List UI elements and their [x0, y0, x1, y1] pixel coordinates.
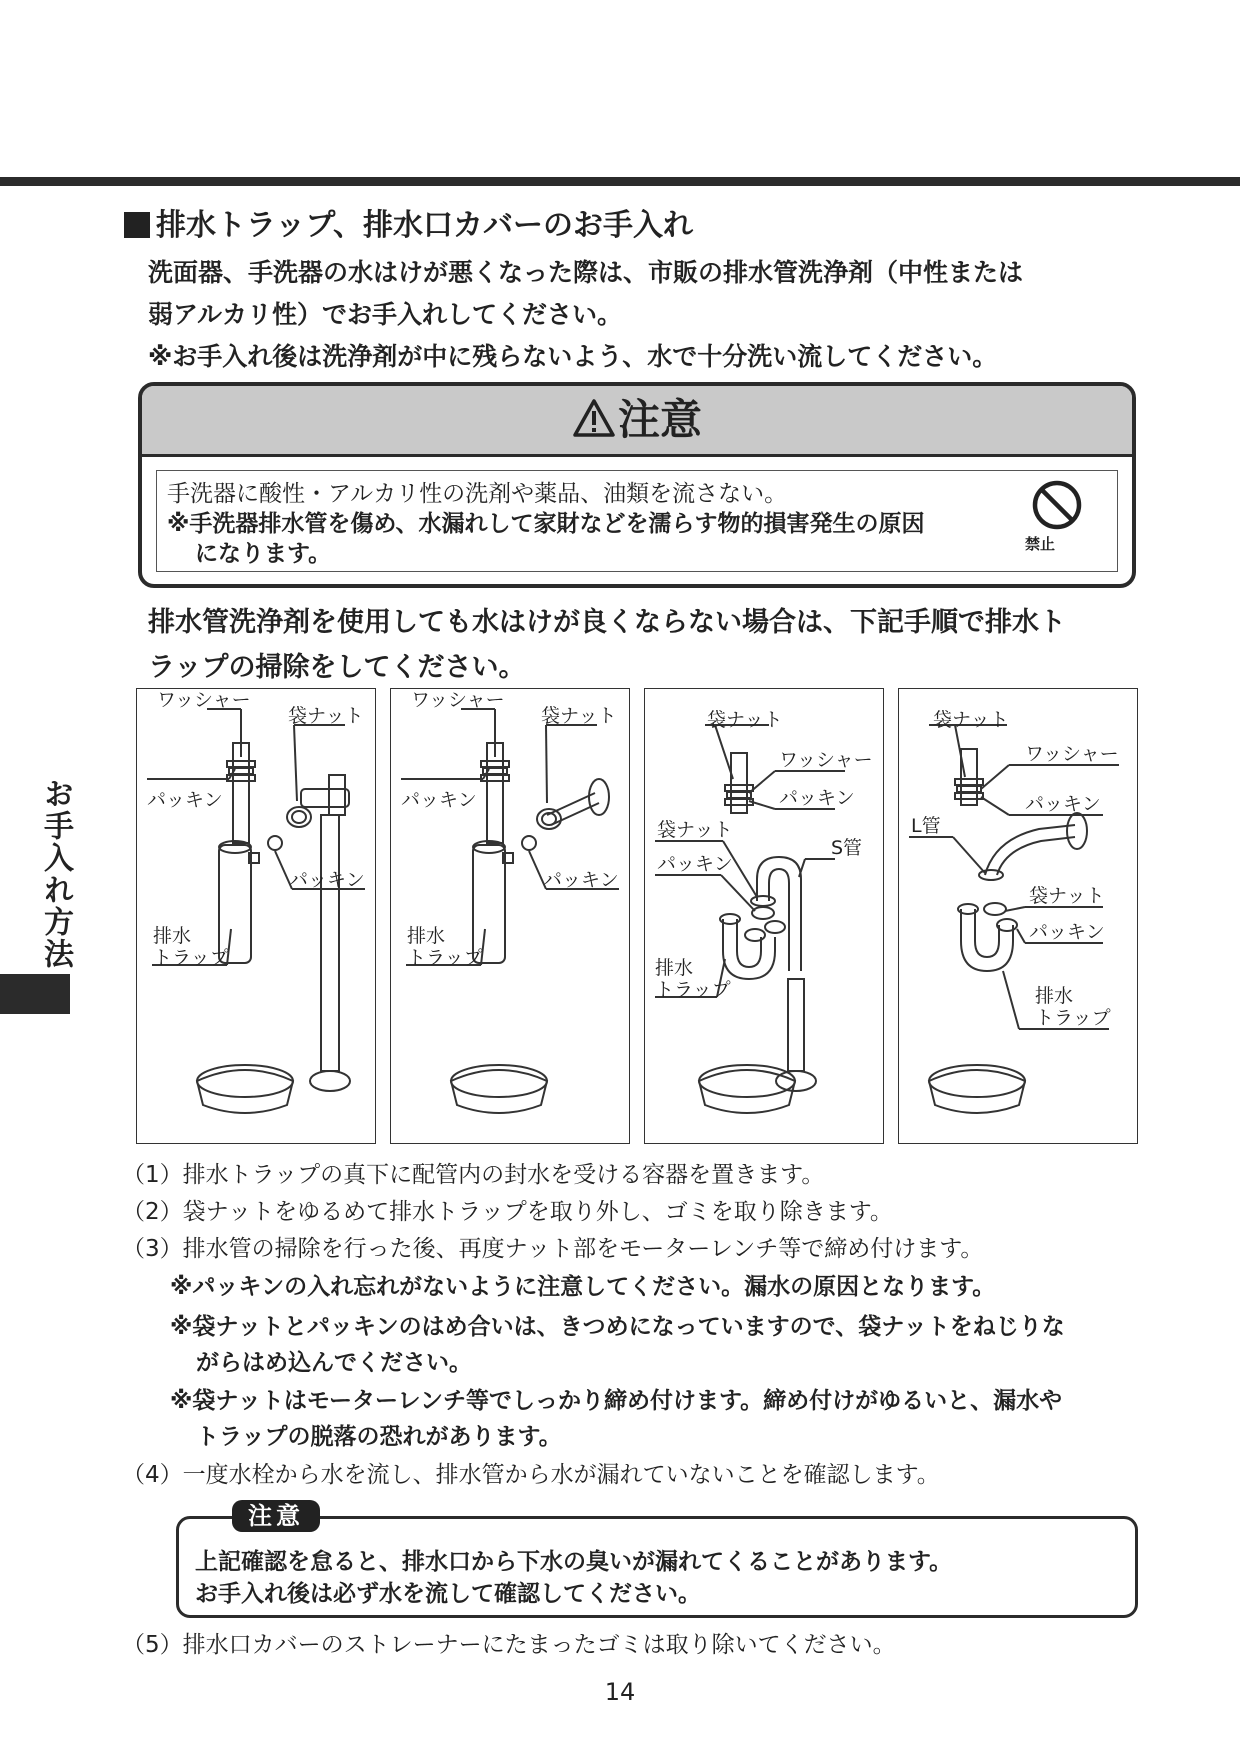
label-trap-2: トラップ: [407, 947, 483, 969]
attention-tag: 注意: [232, 1500, 320, 1532]
caution-line-3: になります。: [195, 541, 332, 567]
label-packing-1: パッキン: [401, 789, 477, 811]
label-washer: ワッシャー: [157, 689, 251, 711]
side-tab-marker: [0, 974, 70, 1014]
label-packing-2: パッキン: [1029, 921, 1105, 943]
caution-body: [156, 470, 1118, 572]
label-trap-1: 排水: [1035, 985, 1074, 1007]
caution-title: 注意: [617, 395, 702, 444]
label-packing-2: パッキン: [543, 869, 619, 891]
label-trap-2: トラップ: [153, 947, 229, 969]
label-trap-2: トラップ: [655, 979, 731, 1001]
procedure-intro: [148, 600, 1066, 690]
label-nut-1: 袋ナット: [707, 709, 783, 731]
side-tab-label: お手入れ方法: [38, 778, 73, 970]
label-packing-2: パッキン: [657, 853, 733, 875]
note-3-line-1: ※袋ナットはモーターレンチ等でしっかり締め付けます。締め付けがゆるいと、漏水や: [170, 1388, 1063, 1414]
intro-line-3: ※お手入れ後は洗浄剤が中に残らないよう、水で十分洗い流してください。: [148, 342, 998, 371]
step-3: （3）排水管の掃除を行った後、再度ナット部をモーターレンチ等で締め付けます。: [122, 1236, 984, 1262]
diagram-panel-2: [390, 688, 630, 1144]
caution-box: [138, 382, 1136, 588]
label-packing-1: パッキン: [779, 787, 855, 809]
diagram-panel-3: [644, 688, 884, 1144]
note-2-line-2: がらはめ込んでください。: [196, 1350, 472, 1376]
note-2-line-1: ※袋ナットとパッキンのはめ合いは、きつめになっていますので、袋ナットをねじりな: [170, 1314, 1065, 1340]
caution-line-1: 手洗器に酸性・アルカリ性の洗剤や薬品、油類を流さない。: [167, 481, 788, 507]
label-packing-2: パッキン: [289, 869, 365, 891]
procedure-intro-line-1: 排水管洗浄剤を使用しても水はけが良くならない場合は、下記手順で排水ト: [148, 607, 1066, 638]
intro-text: [148, 252, 1158, 378]
prohibit-mark: [1025, 479, 1089, 553]
page-number: 14: [604, 1678, 636, 1706]
diagram-panel-1: [136, 688, 376, 1144]
top-rule: [0, 177, 1240, 186]
label-washer: ワッシャー: [1025, 743, 1119, 765]
trap-removal-diagram-2: [391, 689, 631, 1145]
label-trap-2: トラップ: [1035, 1007, 1111, 1029]
step-2: （2）袋ナットをゆるめて排水トラップを取り外し、ゴミを取り除きます。: [122, 1199, 893, 1225]
label-trap-1: 排水: [153, 925, 192, 947]
label-nut: 袋ナット: [288, 705, 364, 727]
intro-line-1: 洗面器、手洗器の水はけが悪くなった際は、市販の排水管洗浄剤（中性または: [148, 258, 1024, 287]
caution-header: [142, 386, 1132, 457]
prohibit-icon: [1031, 479, 1083, 531]
warning-triangle-icon: [572, 398, 616, 438]
label-nut-1: 袋ナット: [933, 709, 1009, 731]
step-5: （5）排水口カバーのストレーナーにたまったゴミは取り除いてください。: [122, 1632, 896, 1658]
label-washer: ワッシャー: [411, 689, 505, 711]
note-1: ※パッキンの入れ忘れがないように注意してください。漏水の原因となります。: [170, 1274, 996, 1300]
section-title-text: 排水トラップ、排水口カバーのお手入れ: [156, 208, 693, 243]
attention-box: [176, 1516, 1138, 1618]
square-bullet-icon: [124, 212, 150, 238]
label-packing-1: パッキン: [147, 789, 223, 811]
label-washer: ワッシャー: [779, 749, 873, 771]
intro-line-2: 弱アルカリ性）でお手入れしてください。: [148, 300, 623, 329]
label-trap-1: 排水: [407, 925, 446, 947]
procedure-intro-line-2: ラップの掃除をしてください。: [148, 652, 526, 683]
section-title: [124, 206, 693, 246]
caution-line-2: ※手洗器排水管を傷め、水漏れして家財などを濡らす物的損害発生の原因: [167, 511, 925, 537]
prohibit-label: 禁止: [1025, 535, 1056, 553]
attention-line-1: 上記確認を怠ると、排水口から下水の臭いが漏れてくることがあります。: [195, 1549, 953, 1575]
step-1: （1）排水トラップの真下に配管内の封水を受ける容器を置きます。: [122, 1162, 825, 1188]
label-l-pipe: L管: [911, 815, 941, 837]
label-nut: 袋ナット: [541, 705, 617, 727]
label-trap-1: 排水: [655, 957, 694, 979]
label-nut-2: 袋ナット: [657, 819, 733, 841]
label-s-pipe: S管: [831, 837, 863, 859]
label-packing-1: パッキン: [1025, 793, 1101, 815]
step-4: （4）一度水栓から水を流し、排水管から水が漏れていないことを確認します。: [122, 1462, 940, 1488]
attention-line-2: お手入れ後は必ず水を流して確認してください。: [195, 1581, 701, 1607]
label-nut-2: 袋ナット: [1029, 885, 1105, 907]
note-3-line-2: トラップの脱落の恐れがあります。: [196, 1424, 562, 1450]
trap-removal-diagram-1: [137, 689, 377, 1145]
diagram-panel-4: [898, 688, 1138, 1144]
